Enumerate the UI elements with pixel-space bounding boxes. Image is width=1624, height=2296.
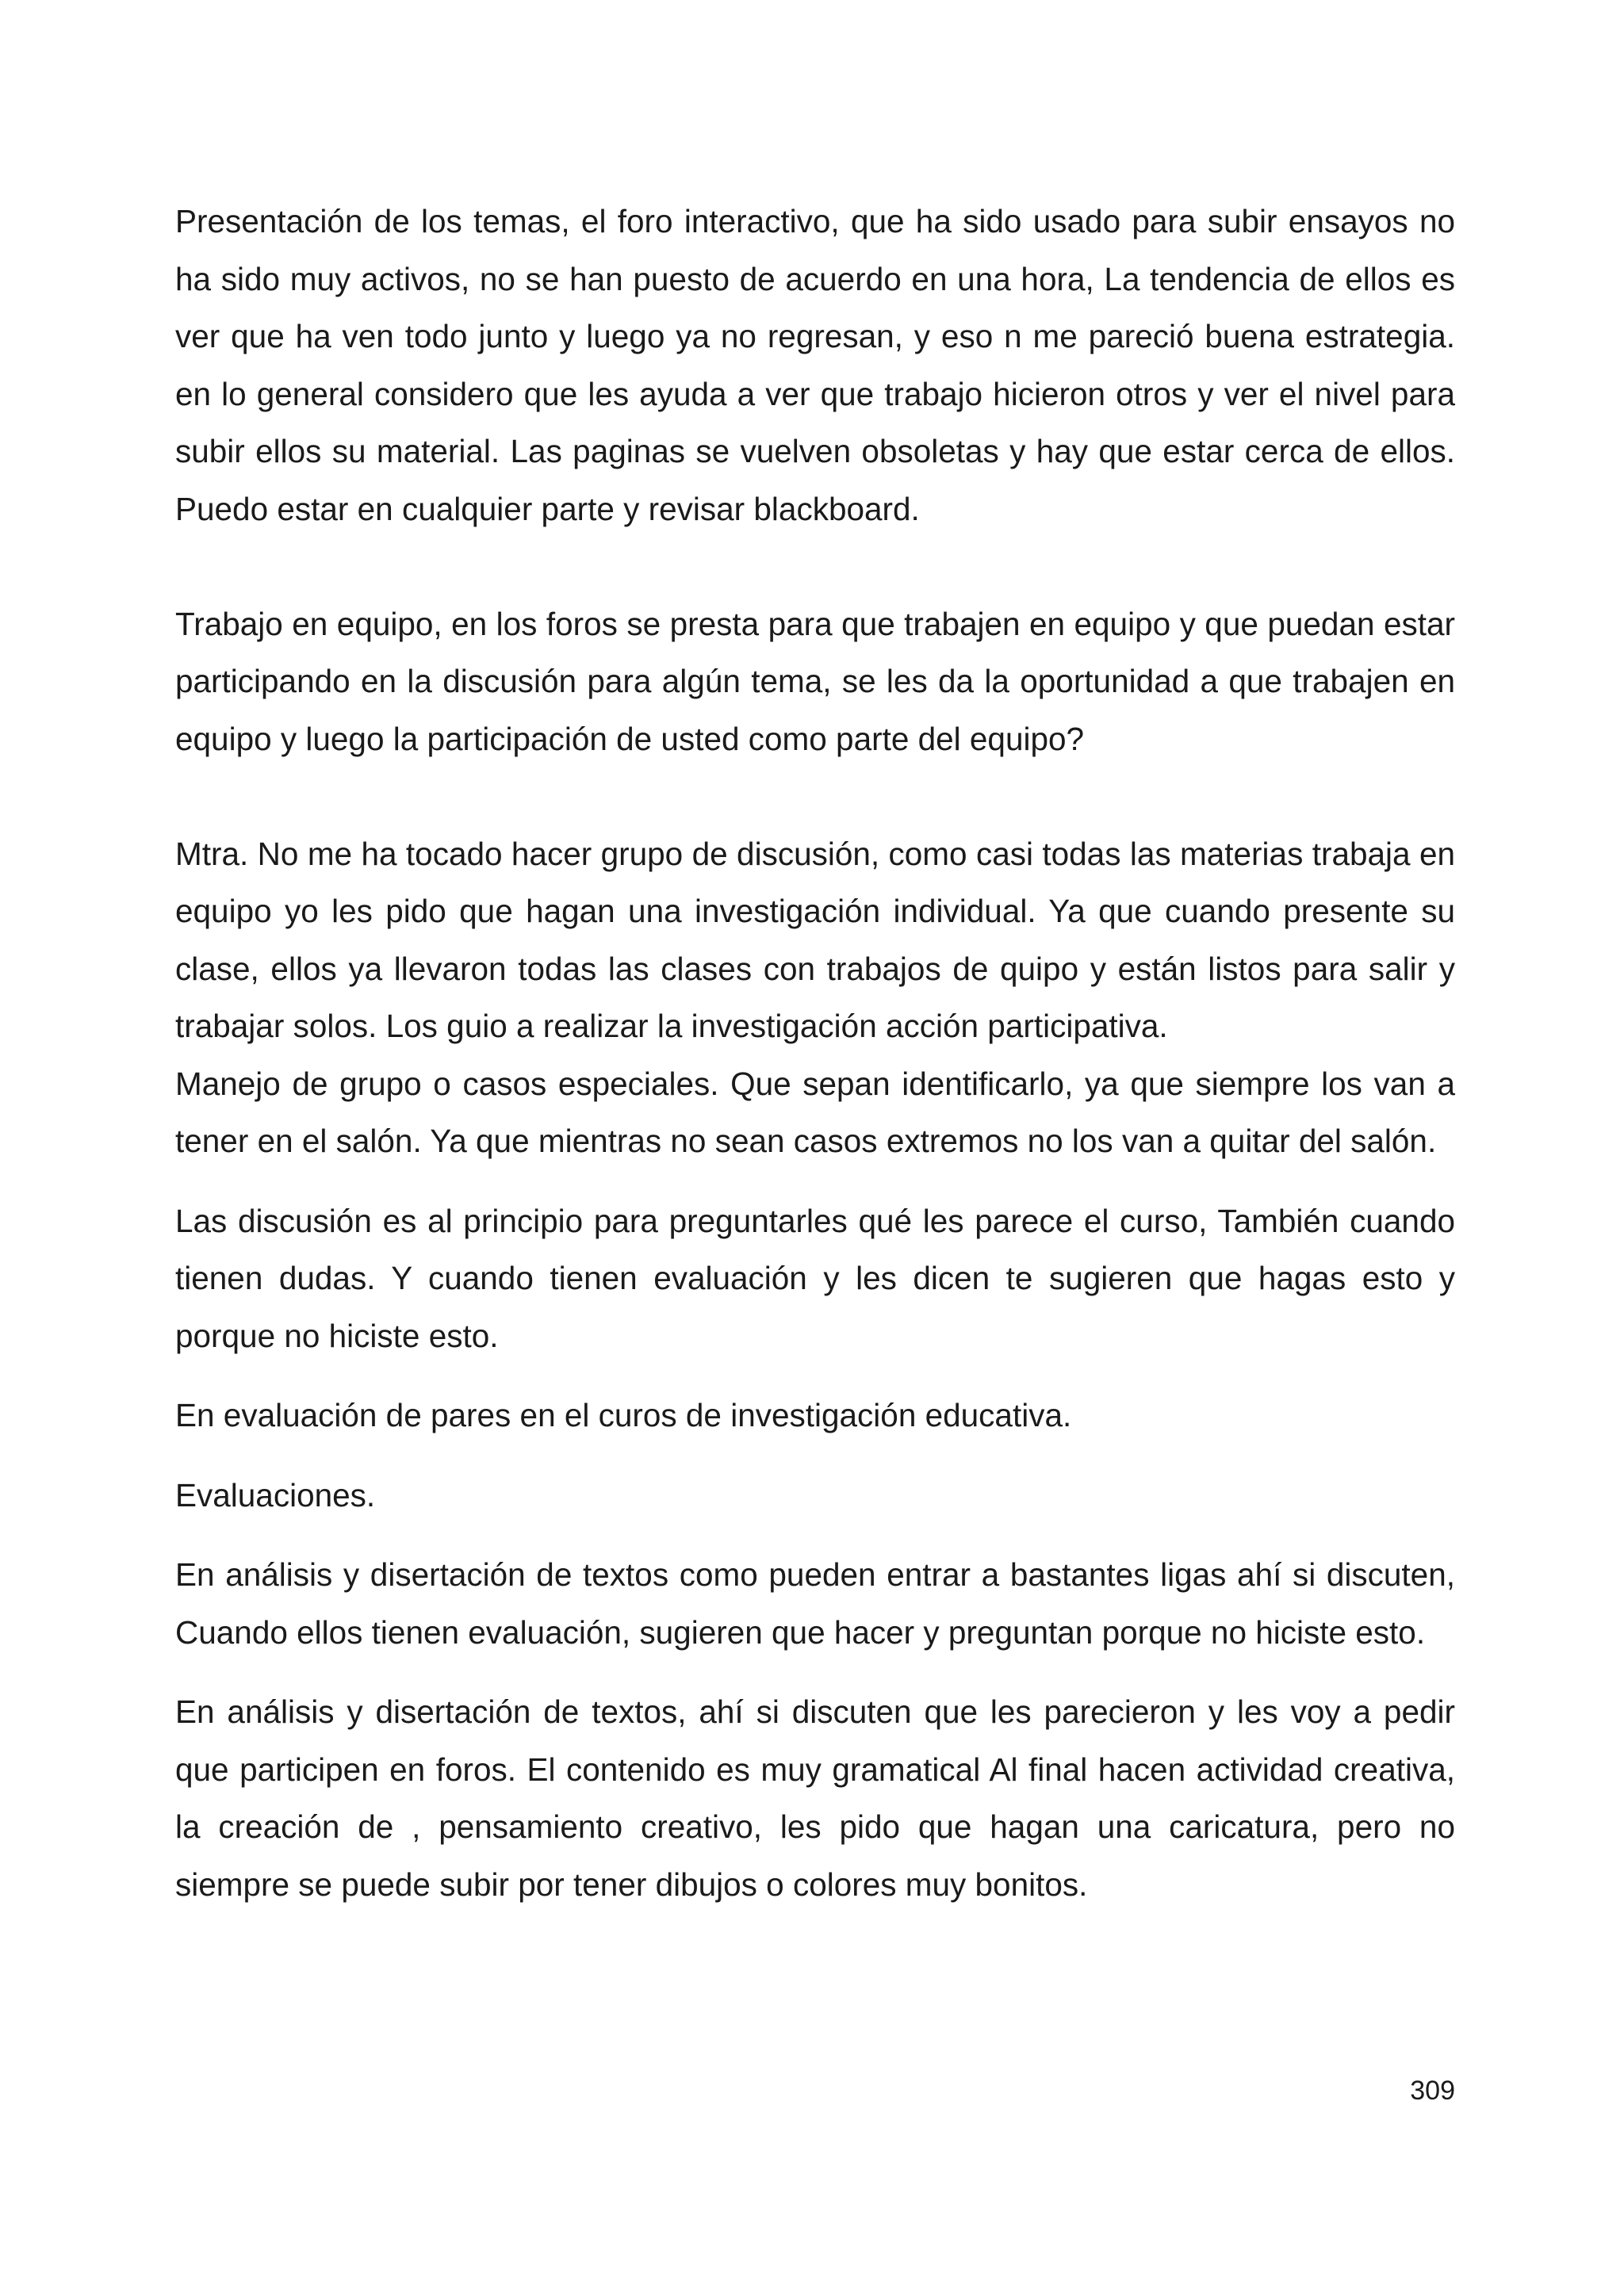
paragraph: En evaluación de pares en el curos de investigación educativa. — [175, 1397, 1072, 1433]
paragraph: Mtra. No me ha tocado hacer grupo de discusión, como casi todas las materias trabaja en equipo yo les pido que hagan una investigación individual. Ya que cuando presente su clase, ellos ya llevaron todas las clases con trabajos de quipo y están listos para salir y trabajar solos. Los guio a realizar la investigación acción participativa. — [175, 835, 1455, 1044]
paragraph: Evaluaciones. — [175, 1476, 376, 1513]
paragraph: Manejo de grupo o casos especiales. Que sepan identificarlo, ya que siempre los van a tener en el salón. Ya que mientras no sean casos extremos no los van a quitar del salón. — [175, 1065, 1455, 1159]
body-text — [175, 193, 1455, 1913]
paragraph: Las discusión es al principio para preguntarles qué les parece el curso, También cuando tienen dudas. Y cuando tienen evaluación y les dicen te sugieren que hagas esto y porque no hiciste esto. — [175, 1202, 1455, 1354]
paragraph: En análisis y disertación de textos como pueden entrar a bastantes ligas ahí si discuten, Cuando ellos tienen evaluación, sugieren que hacer y preguntan porque no hiciste esto. — [175, 1556, 1455, 1651]
paragraph: Trabajo en equipo, en los foros se presta para que trabajen en equipo y que puedan estar participando en la discusión para algún tema, se les da la oportunidad a que trabajen en equipo y luego la participación de usted como parte del equipo? — [175, 605, 1455, 757]
paragraph: Presentación de los temas, el foro interactivo, que ha sido usado para subir ensayos no ha sido muy activos, no se han puesto de acuerdo en una hora, La tendencia de ellos es ver que ha ven todo junto y luego ya no regresan, y eso n me pareció buena estrategia. en lo general considero que les ayuda a ver que trabajo hicieron otros y ver el nivel para subir ellos su material. Las paginas se vuelven obsoletas y hay que estar cerca de ellos. Puedo estar en cualquier parte y revisar blackboard. — [175, 203, 1455, 527]
paragraph: En análisis y disertación de textos, ahí si discuten que les parecieron y les voy a pedir que participen en foros. El contenido es muy gramatical Al final hacen actividad creativa, la creación de , pensamiento creativo, les pido que hagan una caricatura, pero no siempre se puede subir por tener dibujos o colores muy bonitos. — [175, 1693, 1455, 1903]
page-number: 309 — [1410, 2076, 1455, 2106]
